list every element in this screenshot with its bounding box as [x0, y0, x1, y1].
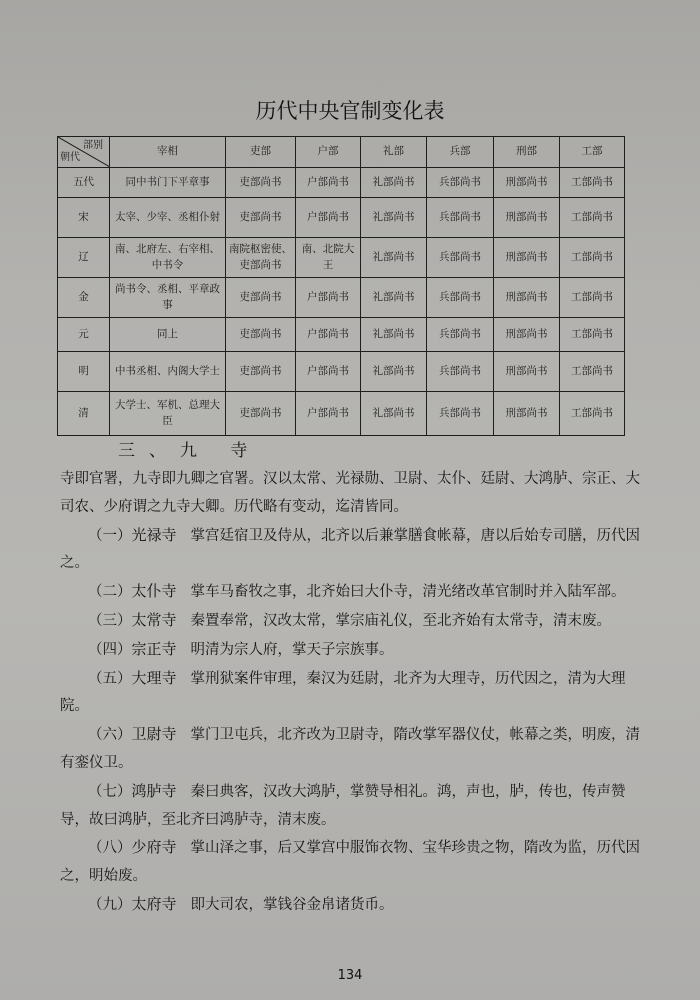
table-cell: 工部尚书	[560, 352, 625, 392]
column-header: 刑部	[494, 137, 560, 168]
table-title: 历代中央官制变化表	[255, 99, 445, 123]
item-name: 鸿胪寺	[131, 781, 177, 800]
section-body	[60, 436, 650, 920]
table-cell: 南、北院大王	[296, 238, 361, 278]
table-cell: 户部尚书	[296, 318, 361, 352]
corner-label-department: 部别	[83, 140, 103, 151]
temple-item	[60, 665, 650, 722]
table-cell: 吏部尚书	[226, 278, 296, 318]
dynasty-cell: 辽	[58, 238, 110, 278]
table-cell: 大学士、军机、总理大臣	[110, 392, 226, 436]
table-cell: 太宰、少宰、丞相仆射	[110, 198, 226, 238]
temple-item	[60, 721, 650, 778]
table-cell: 尚书令、丞相、平章政事	[110, 278, 226, 318]
item-index: （八）	[88, 840, 132, 857]
table-row	[58, 198, 625, 238]
corner-label-dynasty: 朝代	[60, 151, 80, 163]
table-cell: 户部尚书	[296, 168, 361, 198]
table-cell: 工部尚书	[560, 392, 625, 436]
table-cell: 工部尚书	[560, 278, 625, 318]
table-cell: 同中书门下平章事	[110, 168, 226, 198]
table-cell: 兵部尚书	[427, 352, 494, 392]
table-cell: 工部尚书	[560, 238, 625, 278]
table-row	[58, 238, 625, 278]
item-name: 卫尉寺	[131, 725, 177, 744]
item-name: 大理寺	[131, 668, 177, 687]
temple-item	[60, 578, 650, 607]
table-cell: 吏部尚书	[226, 198, 296, 238]
dynasty-cell: 五代	[58, 168, 110, 198]
table-cell: 兵部尚书	[427, 318, 494, 352]
table-cell: 吏部尚书	[226, 392, 296, 436]
item-index: （七）	[88, 783, 132, 800]
dynasty-cell: 清	[58, 392, 110, 436]
table-cell: 兵部尚书	[427, 278, 494, 318]
table-cell: 南院枢密使、吏部尚书	[226, 238, 296, 278]
item-index: （三）	[88, 612, 132, 629]
item-index: （一）	[88, 527, 132, 544]
item-name: 太仆寺	[131, 582, 177, 601]
table-cell: 中书丞相、内阁大学士	[110, 352, 226, 392]
item-name: 光禄寺	[131, 525, 177, 544]
table-cell: 刑部尚书	[494, 198, 560, 238]
item-name: 宗正寺	[131, 639, 177, 658]
item-text: 掌山泽之事，后又掌宫中服饰衣物、宝华珍贵之物，隋改为监，历代因之，明始废。	[60, 840, 641, 885]
item-index: （二）	[88, 584, 132, 601]
section-heading	[60, 436, 650, 466]
item-index: （六）	[88, 727, 132, 744]
table-cell: 兵部尚书	[427, 238, 494, 278]
table-cell: 工部尚书	[560, 198, 625, 238]
table-cell: 南、北府左、右宰相、中书令	[110, 238, 226, 278]
table-cell: 吏部尚书	[226, 168, 296, 198]
table-row	[58, 318, 625, 352]
table-row	[58, 168, 625, 198]
dynasty-cell: 明	[58, 352, 110, 392]
table-row	[58, 352, 625, 392]
section-intro: 寺即官署，九寺即九卿之官署。汉以太常、光禄勋、卫尉、太仆、廷尉、大鸿胪、宗正、大司农、少府谓之九寺大卿。历代略有变动，迄清皆同。	[60, 471, 640, 515]
table-cell: 礼部尚书	[361, 318, 427, 352]
table-cell: 礼部尚书	[361, 168, 427, 198]
item-text: 掌车马畜牧之事，北齐始曰大仆寺，清光绪改革官制时并入陆军部。	[190, 584, 626, 601]
dynasty-cell: 金	[58, 278, 110, 318]
temple-item	[60, 834, 650, 891]
table-cell: 礼部尚书	[361, 278, 427, 318]
column-header: 兵部	[427, 137, 494, 168]
item-name: 太常寺	[131, 610, 177, 629]
corner-cell	[58, 137, 110, 168]
temple-item	[60, 778, 650, 835]
table-cell: 兵部尚书	[427, 392, 494, 436]
table-cell: 礼部尚书	[361, 238, 427, 278]
item-text: 即大司农，掌钱谷金帛诸货币。	[190, 896, 394, 913]
table-cell: 礼部尚书	[361, 198, 427, 238]
section-heading-number: 三、	[118, 441, 180, 461]
item-index: （四）	[88, 641, 132, 658]
table-cell: 同上	[110, 318, 226, 352]
table-cell: 工部尚书	[560, 318, 625, 352]
item-text: 掌宫廷宿卫及侍从，北齐以后兼掌膳食帐幕，唐以后始专司膳，历代因之。	[60, 527, 641, 572]
item-text: 秦置奉常，汉改太常，掌宗庙礼仪，至北齐始有太常寺，清末废。	[190, 612, 612, 629]
dynasty-cell: 宋	[58, 198, 110, 238]
temple-item	[60, 607, 650, 636]
table-cell: 礼部尚书	[361, 352, 427, 392]
item-text: 掌刑狱案件审理，秦汉为廷尉，北齐为大理寺，历代因之，清为大理院。	[60, 670, 626, 715]
table-cell: 兵部尚书	[427, 168, 494, 198]
item-text: 明清为宗人府，掌天子宗族事。	[190, 641, 394, 658]
dynasty-cell: 元	[58, 318, 110, 352]
temple-item	[60, 522, 650, 579]
column-header: 户部	[296, 137, 361, 168]
table-cell: 礼部尚书	[361, 392, 427, 436]
table-cell: 工部尚书	[560, 168, 625, 198]
column-header: 礼部	[361, 137, 427, 168]
table-row	[58, 278, 625, 318]
temple-item	[60, 891, 650, 920]
temple-item	[60, 636, 650, 665]
item-text: 秦曰典客，汉改大鸿胪，掌赞导相礼。鸿，声也，胪，传也，传声赞导，故曰鸿胪，至北齐曰鸿胪寺，清末废。	[60, 783, 626, 828]
item-text: 掌门卫屯兵，北齐改为卫尉寺，隋改掌军器仪仗，帐幕之类，明废，清有銮仪卫。	[60, 727, 641, 771]
table-cell: 刑部尚书	[494, 168, 560, 198]
table-cell: 刑部尚书	[494, 238, 560, 278]
table-cell: 刑部尚书	[494, 352, 560, 392]
table-cell: 户部尚书	[296, 392, 361, 436]
column-header: 宰相	[110, 137, 226, 168]
table-cell: 户部尚书	[296, 198, 361, 238]
table-cell: 刑部尚书	[494, 392, 560, 436]
table-cell: 刑部尚书	[494, 278, 560, 318]
officials-table	[57, 136, 625, 436]
table-cell: 户部尚书	[296, 352, 361, 392]
column-header: 工部	[560, 137, 625, 168]
table-row	[58, 392, 625, 436]
page-number: 134	[337, 968, 363, 983]
table-cell: 吏部尚书	[226, 352, 296, 392]
section-heading-title: 九 寺	[180, 441, 262, 461]
item-index: （五）	[88, 670, 132, 687]
item-name: 太府寺	[131, 894, 177, 913]
column-header: 吏部	[226, 137, 296, 168]
item-index: （九）	[88, 896, 132, 913]
table-cell: 吏部尚书	[226, 318, 296, 352]
table-header-row	[58, 137, 625, 168]
table-cell: 兵部尚书	[427, 198, 494, 238]
table-cell: 户部尚书	[296, 278, 361, 318]
item-name: 少府寺	[131, 838, 177, 857]
table-cell: 刑部尚书	[494, 318, 560, 352]
